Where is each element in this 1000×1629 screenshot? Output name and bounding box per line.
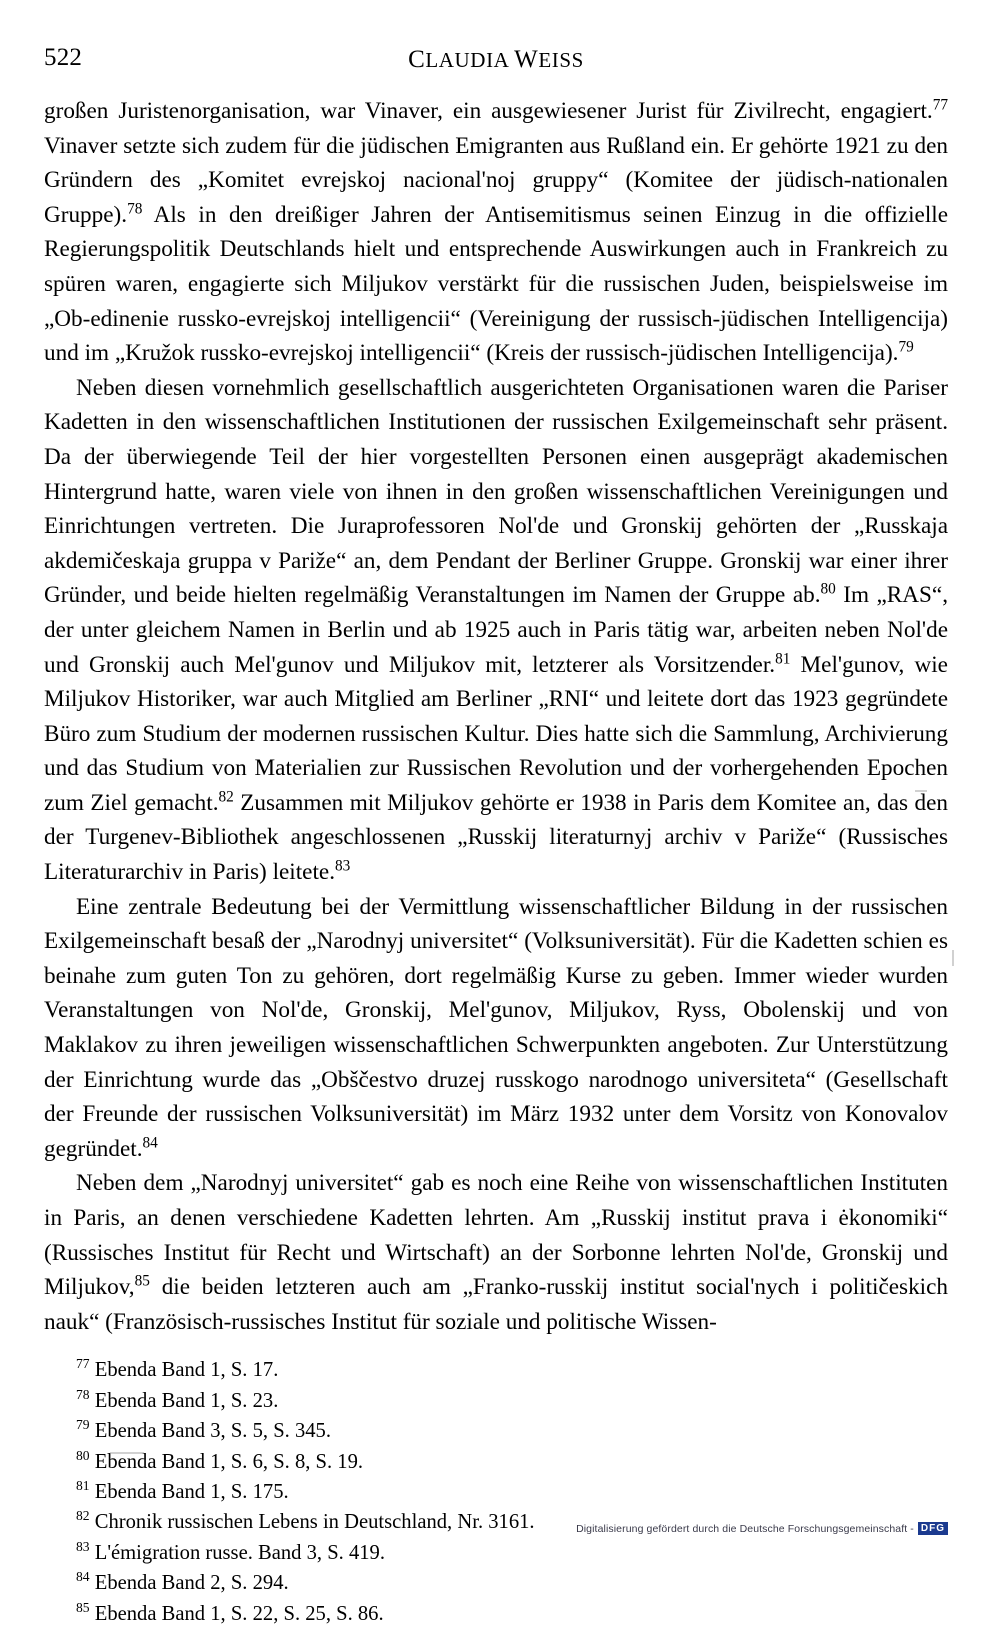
scan-speck: [952, 950, 954, 966]
footnote-marker: 85: [76, 1599, 90, 1615]
footnote-marker: 83: [76, 1538, 90, 1554]
footnote-text: Ebenda Band 1, S. 23.: [94, 1389, 279, 1412]
paragraph-2: Neben diesen vornehmlich gesellschaftlich ausgerichteten Organisationen waren die Pariser Kadetten in den wissenschaftlichen Institutionen der russischen Exilgemeinschaft sehr präsent. Da der überwiegende Teil der hier vorgestellten Personen einen ausgeprägt akademischen Hintergrund hatte, waren viele von ihnen in den großen wissenschaftlichen Vereinigungen und Einrichtungen vertreten. Die Juraprofessoren Nol'de und Gronskij gehörten der „Russkaja akdemičeskaja gruppa v Pariže“ an, dem Pendant der Berliner Gruppe. Gronskij war einer ihrer Gründer, und beide hielten regelmäßig Veranstaltungen im Namen der Gruppe ab.$^{80}$ Im „RAS“, der unter gleichem Namen in Berlin und ab 1925 auch in Paris tätig war, arbeiten neben Nol'de und Gronskij auch Mel'gunov und Miljukov mit, letzterer als Vorsitzender.$^{81}$ Mel'gunov, wie Miljukov Historiker, war auch Mitglied am Berliner „RNI“ und leitete dort das 1923 gegründete Büro zum Studium der modernen russischen Kultur. Dies hatte sich die Sammlung, Archivierung und das Studium von Materialien zur Russischen Revolution und der vorhergehenden Epochen zum Ziel gemacht.$^{82}$ Zusammen mit Miljukov gehörte er 1938 in Paris dem Komitee an, das den der Turgenev-Bibliothek angeschlossenen „Russkij literaturnyj archiv v Pariže“ (Russisches Literaturarchiv in Paris) leitete.$^{83}$: [44, 374, 949, 886]
page-number: 522: [44, 44, 83, 71]
running-head-title: CLAUDIA WEISS: [408, 46, 584, 73]
footnote-marker: 82: [76, 1508, 90, 1524]
footnote-text: Ebenda Band 1, S. 175.: [94, 1481, 289, 1503]
footnote-marker: 78: [76, 1386, 90, 1402]
footnote-text: Ebenda Band 1, S. 22, S. 25, S. 86.: [94, 1602, 384, 1625]
footnote-marker: 81: [76, 1478, 90, 1494]
dfg-logo-icon: DFG: [918, 1522, 948, 1535]
footnote-text: Ebenda Band 1, S. 17.: [94, 1359, 279, 1382]
footnote-item: [44, 1477, 948, 1507]
running-head: [44, 28, 948, 72]
footnote-text: Ebenda Band 3, S. 5, S. 345.: [94, 1420, 331, 1443]
body-text: [44, 94, 948, 1339]
digitization-stamp: [576, 1522, 948, 1535]
paragraph-1: großen Juristenorganisation, war Vinaver, ein ausgewiesener Jurist für Zivilrecht, engagiert.$^{77}$ Vinaver setzte sich zudem für die jüdischen Emigranten aus Rußland ein. Er gehörte 1921 zu den Gründern des „Komitet evrejskoj nacional'noj gruppy“ (Komitee der jüdisch-nationalen Gruppe).$^{78}$ Als in den dreißiger Jahren der Antisemitismus seinen Einzug in die offizielle Regierungspolitik Deutschlands hielt und entsprechende Auswirkungen auch in Frankreich zu spüren waren, engagierte sich Miljukov verstärkt für die russischen Juden, beispielsweise im „Ob-edinenie russko-evrejskoj intelligencii“ (Vereinigung der russisch-jüdischen Intelligencija) und im „Kružok russko-evrejskoj intelligencii“ (Kreis der russisch-jüdischen Intelligencija).$^{79}$: [44, 96, 948, 367]
scan-speck: [915, 790, 927, 792]
footnote-item: [44, 1355, 948, 1385]
footnote-marker: 84: [76, 1569, 90, 1585]
footnote-text: Chronik russischen Lebens in Deutschland, Nr. 3161.: [94, 1511, 535, 1534]
footnote-item: [44, 1538, 948, 1568]
footnote-item: [44, 1447, 948, 1477]
footnote-text: Ebenda Band 1, S. 6, S. 8, S. 19.: [94, 1450, 364, 1473]
paragraph-3: Eine zentrale Bedeutung bei der Vermittlung wissenschaftlicher Bildung in der russischen Exilgemeinschaft besaß der „Narodnyj universitet“ (Volksuniversität). Für die Kadetten schien es beinahe zum guten Ton zu gehören, dort regelmäßig Kurse zu geben. Immer wieder wurden Veranstaltungen von Nol'de, Gronskij, Mel'gunov, Miljukov, Ryss, Obolenskij und von Maklakov zu ihren jeweiligen wissenschaftlichen Schwerpunkten angeboten. Zur Unterstützung der Einrichtung wurde das „Obščestvo druzej russkogo narodnogo universiteta“ (Gesellschaft der Freunde der russischen Volksuniversität) im März 1932 unter dem Vorsitz von Konovalov gegründet.$^{84}$: [44, 893, 948, 1162]
footnote-marker: 80: [76, 1447, 90, 1463]
footnote-marker: 79: [76, 1417, 90, 1433]
footnote-text: Ebenda Band 2, S. 294.: [94, 1572, 289, 1595]
footnote-item: [44, 1386, 948, 1416]
footnote-item: [44, 1568, 948, 1598]
digitization-stamp-text: Digitalisierung gefördert durch die Deutsche Forschungsgemeinschaft -: [576, 1522, 914, 1535]
footnote-text: L'émigration russe. Band 3, S. 419.: [94, 1541, 386, 1564]
footnote-marker: 77: [76, 1356, 90, 1372]
footnote-item: [44, 1599, 948, 1629]
scan-speck: [110, 1452, 144, 1454]
footnote-item: [44, 1416, 948, 1446]
paragraph-4: Neben dem „Narodnyj universitet“ gab es noch eine Reihe von wissenschaftlichen Instituten in Paris, an denen verschiedene Kadetten lehrten. Am „Russkij institut prava i ėkonomiki“ (Russisches Institut für Recht und Wirtschaft) an der Sorbonne lehrten Nol'de, Gronskij und Miljukov,$^{85}$ die beiden letzteren auch am „Franko-russkij institut social'nych i političeskich nauk“ (Französisch-russisches Institut für soziale und politische Wissen-: [44, 1170, 948, 1335]
footnotes-block: [44, 1355, 948, 1629]
